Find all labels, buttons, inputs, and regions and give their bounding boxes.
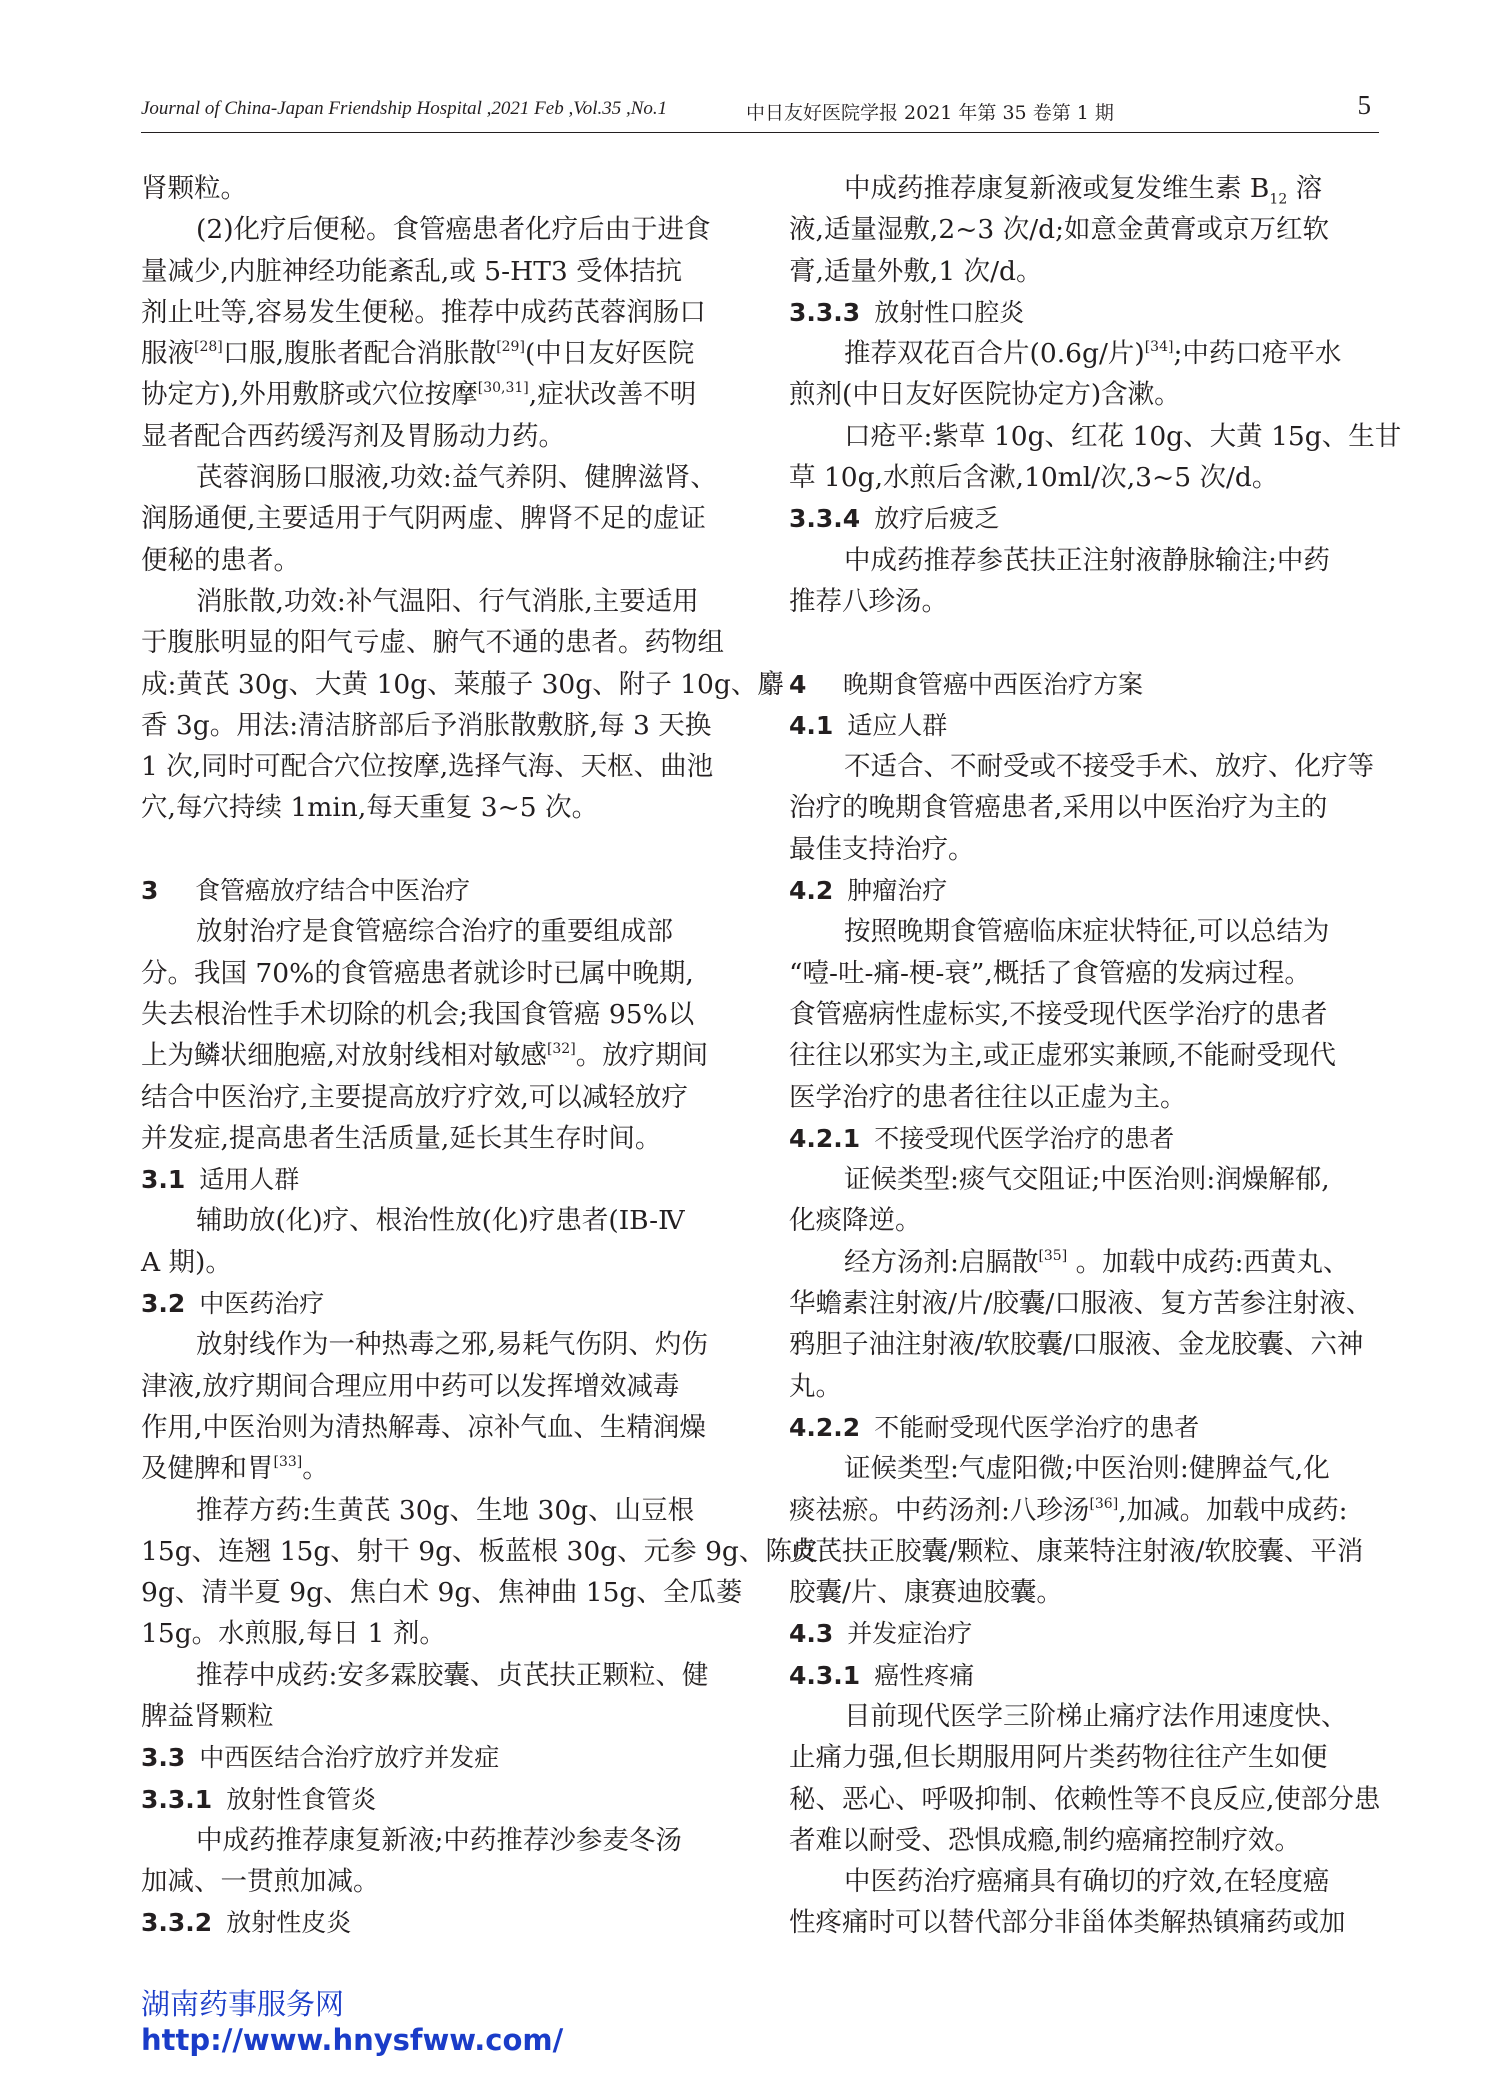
paragraph-line: 化痰降逆。 [789, 1205, 922, 1237]
paragraph-line: 目前现代医学三阶梯止痛疗法作用速度快、 [844, 1700, 1348, 1732]
paragraph-line: 华蟾素注射液/片/胶囊/口服液、复方苦参注射液、 [789, 1288, 1373, 1320]
paragraph-line: 最佳支持治疗。 [789, 833, 975, 865]
citation: [33] [273, 1454, 303, 1471]
paragraph-line: 作用,中医治则为清热解毒、凉补气血、生精润燥 [141, 1411, 706, 1443]
paragraph-line: 剂止吐等,容易发生便秘。推荐中成药芪蓉润肠口 [141, 296, 706, 328]
citation: [30,31] [477, 380, 529, 397]
citation: [34] [1144, 339, 1174, 356]
paragraph-line: 推荐方药:生黄芪 30g、生地 30g、山豆根 [196, 1494, 695, 1526]
paragraph-line: 加减、一贯煎加减。 [141, 1866, 380, 1898]
paragraph-line: 止痛力强,但长期服用阿片类药物往往产生如便 [789, 1742, 1328, 1774]
paragraph-line: 成:黄芪 30g、大黄 10g、莱菔子 30g、附子 10g、麝 [141, 668, 784, 700]
paragraph-line: 津液,放疗期间合理应用中药可以发挥增效减毒 [141, 1370, 680, 1402]
paragraph-line: 协定方),外用敷脐或穴位按摩[30,31],症状改善不明 [141, 379, 697, 411]
subsection-heading: 3.3.3 放射性口腔炎 [789, 297, 1025, 327]
watermark-link[interactable] [141, 1986, 563, 2058]
subsection-heading: 4.2.2 不能耐受现代医学治疗的患者 [789, 1412, 1200, 1442]
paragraph-line: 往往以邪实为主,或正虚邪实兼顾,不能耐受现代 [789, 1040, 1336, 1072]
paragraph-line: 医学治疗的患者往往以正虚为主。 [789, 1081, 1187, 1113]
paragraph-line: 不适合、不耐受或不接受手术、放疗、化疗等 [844, 751, 1374, 783]
paragraph-line: 秘、恶心、呼吸抑制、依赖性等不良反应,使部分患 [789, 1783, 1381, 1815]
paragraph-line: 润肠通便,主要适用于气阴两虚、脾肾不足的虚证 [141, 503, 706, 535]
paragraph-line: 及健脾和胃[33]。 [141, 1453, 329, 1485]
paragraph-line: 上为鳞状细胞癌,对放射线相对敏感[32]。放疗期间 [141, 1040, 709, 1072]
paragraph-line: 草 10g,水煎后含漱,10ml/次,3~5 次/d。 [789, 462, 1279, 494]
paragraph-line: 推荐中成药:安多霖胶囊、贞芪扶正颗粒、健 [196, 1659, 709, 1691]
paragraph-line: 于腹胀明显的阳气亏虚、腑气不通的患者。药物组 [141, 627, 724, 659]
subsection-heading: 3.1 适用人群 [141, 1165, 300, 1195]
subsection-heading: 4.3.1 癌性疼痛 [789, 1660, 975, 1690]
site-url-link[interactable]: http://www.hnysfww.com/ [141, 2023, 564, 2057]
subsection-heading: 3.3.2 放射性皮炎 [141, 1908, 352, 1938]
paragraph-line: 按照晚期食管癌临床症状特征,可以总结为 [844, 916, 1330, 948]
paragraph-line: 者难以耐受、恐惧成瘾,制约癌痛控制疗效。 [789, 1824, 1301, 1856]
paragraph-line: 9g、清半夏 9g、焦白术 9g、焦神曲 15g、全瓜蒌 [141, 1577, 743, 1609]
paragraph-line: 治疗的晚期食管癌患者,采用以中医治疗为主的 [789, 792, 1328, 824]
paragraph-line: 煎剂(中日友好医院协定方)含漱。 [789, 379, 1181, 411]
citation: [36] [1089, 1495, 1119, 1512]
paragraph-line: 服液[28]口服,腹胀者配合消胀散[29](中日友好医院 [141, 338, 695, 370]
paragraph-line: 穴,每穴持续 1min,每天重复 3~5 次。 [141, 792, 599, 824]
paragraph-line: 芪蓉润肠口服液,功效:益气养阴、健脾滋肾、 [196, 462, 717, 494]
citation: [35] [1038, 1247, 1068, 1264]
paragraph-line: 推荐双花百合片(0.6g/片)[34];中药口疮平水 [844, 338, 1342, 370]
paragraph-line: 放射治疗是食管癌综合治疗的重要组成部 [196, 916, 673, 948]
citation: [32] [546, 1041, 576, 1058]
spacer [789, 622, 1379, 663]
paragraph-line: 量减少,内脏神经功能紊乱,或 5-HT3 受体拮抗 [141, 255, 683, 287]
subsection-heading: 3.3 中西医结合治疗放疗并发症 [141, 1743, 500, 1773]
paragraph-line: 中医药治疗癌痛具有确切的疗效,在轻度癌 [844, 1866, 1330, 1898]
paragraph-line: 口疮平:紫草 10g、红花 10g、大黄 15g、生甘 [844, 420, 1402, 452]
paragraph-line: 便秘的患者。 [141, 544, 300, 576]
paragraph-line: 中成药推荐康复新液或复发维生素 $B_{12}$ 溶 [844, 173, 1323, 208]
paragraph-line: 膏,适量外敷,1 次/d。 [789, 255, 1043, 287]
paragraph-line: 15g。水煎服,每日 1 剂。 [141, 1618, 446, 1650]
paragraph-line: 中成药推荐康复新液;中药推荐沙参麦冬汤 [196, 1824, 682, 1856]
subsection-heading: 3.2 中医药治疗 [141, 1289, 325, 1319]
subsection-heading: 4.3 并发症治疗 [789, 1619, 973, 1649]
right-column [789, 168, 1402, 1944]
site-name: 湖南药事服务网 [141, 1987, 345, 2021]
paragraph-line: 中成药推荐参芪扶正注射液静脉输注;中药 [844, 544, 1330, 576]
subscript: 12 [1269, 191, 1288, 208]
paragraph-line: 1 次,同时可配合穴位按摩,选择气海、天枢、曲池 [141, 751, 714, 783]
paragraph-line: 性疼痛时可以替代部分非甾体类解热镇痛药或加 [789, 1907, 1346, 1939]
paragraph-line: 经方汤剂:启膈散[35] 。加载中成药:西黄丸、 [844, 1246, 1350, 1278]
paragraph-line: 食管癌病性虚标实,不接受现代医学治疗的患者 [789, 998, 1328, 1030]
subsection-heading: 3.3.4 放疗后疲乏 [789, 504, 1000, 534]
paragraph-line: 放射线作为一种热毒之邪,易耗气伤阴、灼伤 [196, 1329, 708, 1361]
subsection-heading: 4.2.1 不接受现代医学治疗的患者 [789, 1123, 1175, 1153]
spacer [141, 829, 731, 870]
paragraph-line: 痰祛瘀。中药汤剂:八珍汤[36],加减。加载中成药: [789, 1494, 1348, 1526]
paragraph-line: 推荐八珍汤。 [789, 585, 948, 617]
left-column [141, 168, 819, 1944]
paragraph-line: 消胀散,功效:补气温阳、行气消胀,主要适用 [196, 585, 699, 617]
paragraph-line: 证候类型:气虚阳微;中医治则:健脾益气,化 [844, 1453, 1330, 1485]
paragraph-line: 15g、连翘 15g、射干 9g、板蓝根 30g、元参 9g、陈皮 [141, 1535, 819, 1567]
citation: [28] [194, 339, 223, 356]
citation: [29] [496, 339, 525, 356]
paragraph-line: 结合中医治疗,主要提高放疗疗效,可以减轻放疗 [141, 1081, 688, 1113]
section-heading: 4 晚期食管癌中西医治疗方案 [789, 669, 1144, 699]
paragraph-line: 脾益肾颗粒 [141, 1700, 274, 1732]
paragraph-line: 并发症,提高患者生活质量,延长其生存时间。 [141, 1122, 662, 1154]
paragraph-line: 贞芪扶正胶囊/颗粒、康莱特注射液/软胶囊、平消 [789, 1535, 1364, 1567]
section-heading: 3 食管癌放疗结合中医治疗 [141, 876, 471, 906]
paragraph-line: 肾颗粒。 [141, 173, 247, 204]
paragraph-line: 鸦胆子油注射液/软胶囊/口服液、金龙胶囊、六神 [789, 1329, 1364, 1361]
paragraph-line: 辅助放(化)疗、根治性放(化)疗患者(IB-Ⅳ [196, 1205, 685, 1237]
journal-title-cn: 中日友好医院学报 2021 年第 35 卷第 1 期 [746, 102, 1114, 124]
paragraph-line: 胶囊/片、康赛迪胶囊。 [789, 1577, 1063, 1609]
paragraph-line: 分。我国 70%的食管癌患者就诊时已属中晚期, [141, 957, 694, 989]
page-number: 5 [1357, 90, 1371, 120]
header-divider [141, 132, 1379, 133]
journal-title-en: Journal of China-Japan Friendship Hospital ,2021 Feb ,Vol.35 ,No.1 [141, 98, 668, 119]
paragraph-line: 香 3g。用法:清洁脐部后予消胀散敷脐,每 3 天换 [141, 709, 712, 741]
paragraph-line: 证候类型:痰气交阻证;中医治则:润燥解郁, [844, 1164, 1330, 1196]
subsection-heading: 4.2 肿瘤治疗 [789, 876, 948, 906]
paragraph-line: 丸。 [789, 1370, 842, 1402]
paragraph-line: 液,适量湿敷,2~3 次/d;如意金黄膏或京万红软 [789, 214, 1330, 246]
subsection-heading: 4.1 适应人群 [789, 710, 948, 740]
paragraph-line: 失去根治性手术切除的机会;我国食管癌 95%以 [141, 998, 695, 1030]
paragraph-line: 显者配合西药缓泻剂及胃肠动力药。 [141, 420, 565, 452]
paragraph-line: A 期)。 [141, 1246, 232, 1278]
subsection-heading: 3.3.1 放射性食管炎 [141, 1784, 377, 1814]
paragraph-line: (2)化疗后便秘。食管癌患者化疗后由于进食 [196, 214, 711, 246]
running-header [141, 88, 1379, 128]
paragraph-line: “噎-吐-痛-梗-衰”,概括了食管癌的发病过程。 [789, 957, 1311, 989]
